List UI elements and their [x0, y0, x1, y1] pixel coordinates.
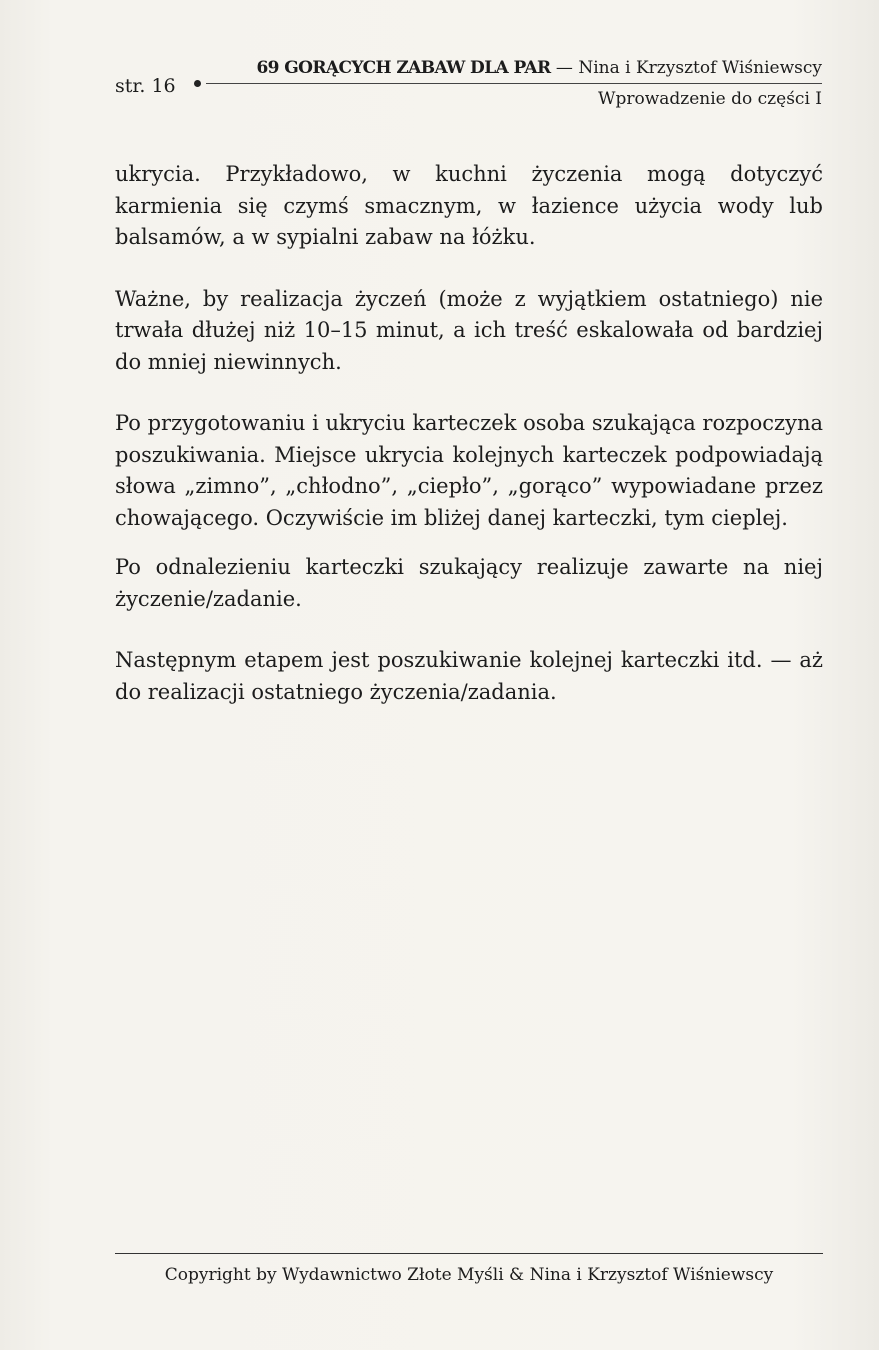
- copyright-notice: Copyright by Wydawnictwo Złote Myśli & Nina i Krzysztof Wiśniewscy: [164, 1265, 774, 1285]
- page-number: str. 16: [115, 75, 176, 97]
- paragraph: Ważne, by realizacja życzeń (może z wyjątkiem ostatniego) nie trwała dłużej niż 10–15 minut, a ich treść eskalowała od bardziej do mniej niewinnych.: [115, 286, 823, 374]
- paragraph: ukrycia. Przykładowo, w kuchni życzenia mogą dotyczyć karmienia się czymś smacznym, w łazience użycia wody lub balsamów, a w sypialni zabaw na łóżku.: [115, 162, 823, 249]
- title-separator: —: [550, 58, 579, 78]
- section-title: Wprowadzenie do części I: [597, 89, 822, 109]
- page-header: [115, 58, 827, 118]
- main-text: [115, 159, 823, 738]
- header-divider: [206, 83, 822, 84]
- paragraph: Po odnalezieniu karteczki szukający realizuje zawarte na niej życzenie/zadanie.: [115, 555, 823, 611]
- paragraph: Po przygotowaniu i ukryciu karteczek osoba szukająca rozpoczyna poszukiwania. Miejsce ukrycia kolejnych karteczek podpowiadają słowa „zimno”, „chłodno”, „ciepło”, „gorąco” wypowiadane przez chowającego. Oczywiście im bliżej danej karteczki, tym cieplej.: [115, 411, 824, 530]
- paragraph: Następnym etapem jest poszukiwanie kolejnej karteczki itd. — aż do realizacji ostatniego życzenia/zadania.: [115, 648, 823, 704]
- bullet-icon: [194, 80, 201, 87]
- running-title: [256, 58, 822, 78]
- book-authors: Nina i Krzysztof Wiśniewscy: [578, 58, 822, 78]
- footer-divider: [115, 1253, 823, 1254]
- book-title: 69 GORĄCYCH ZABAW DLA PAR: [256, 58, 551, 78]
